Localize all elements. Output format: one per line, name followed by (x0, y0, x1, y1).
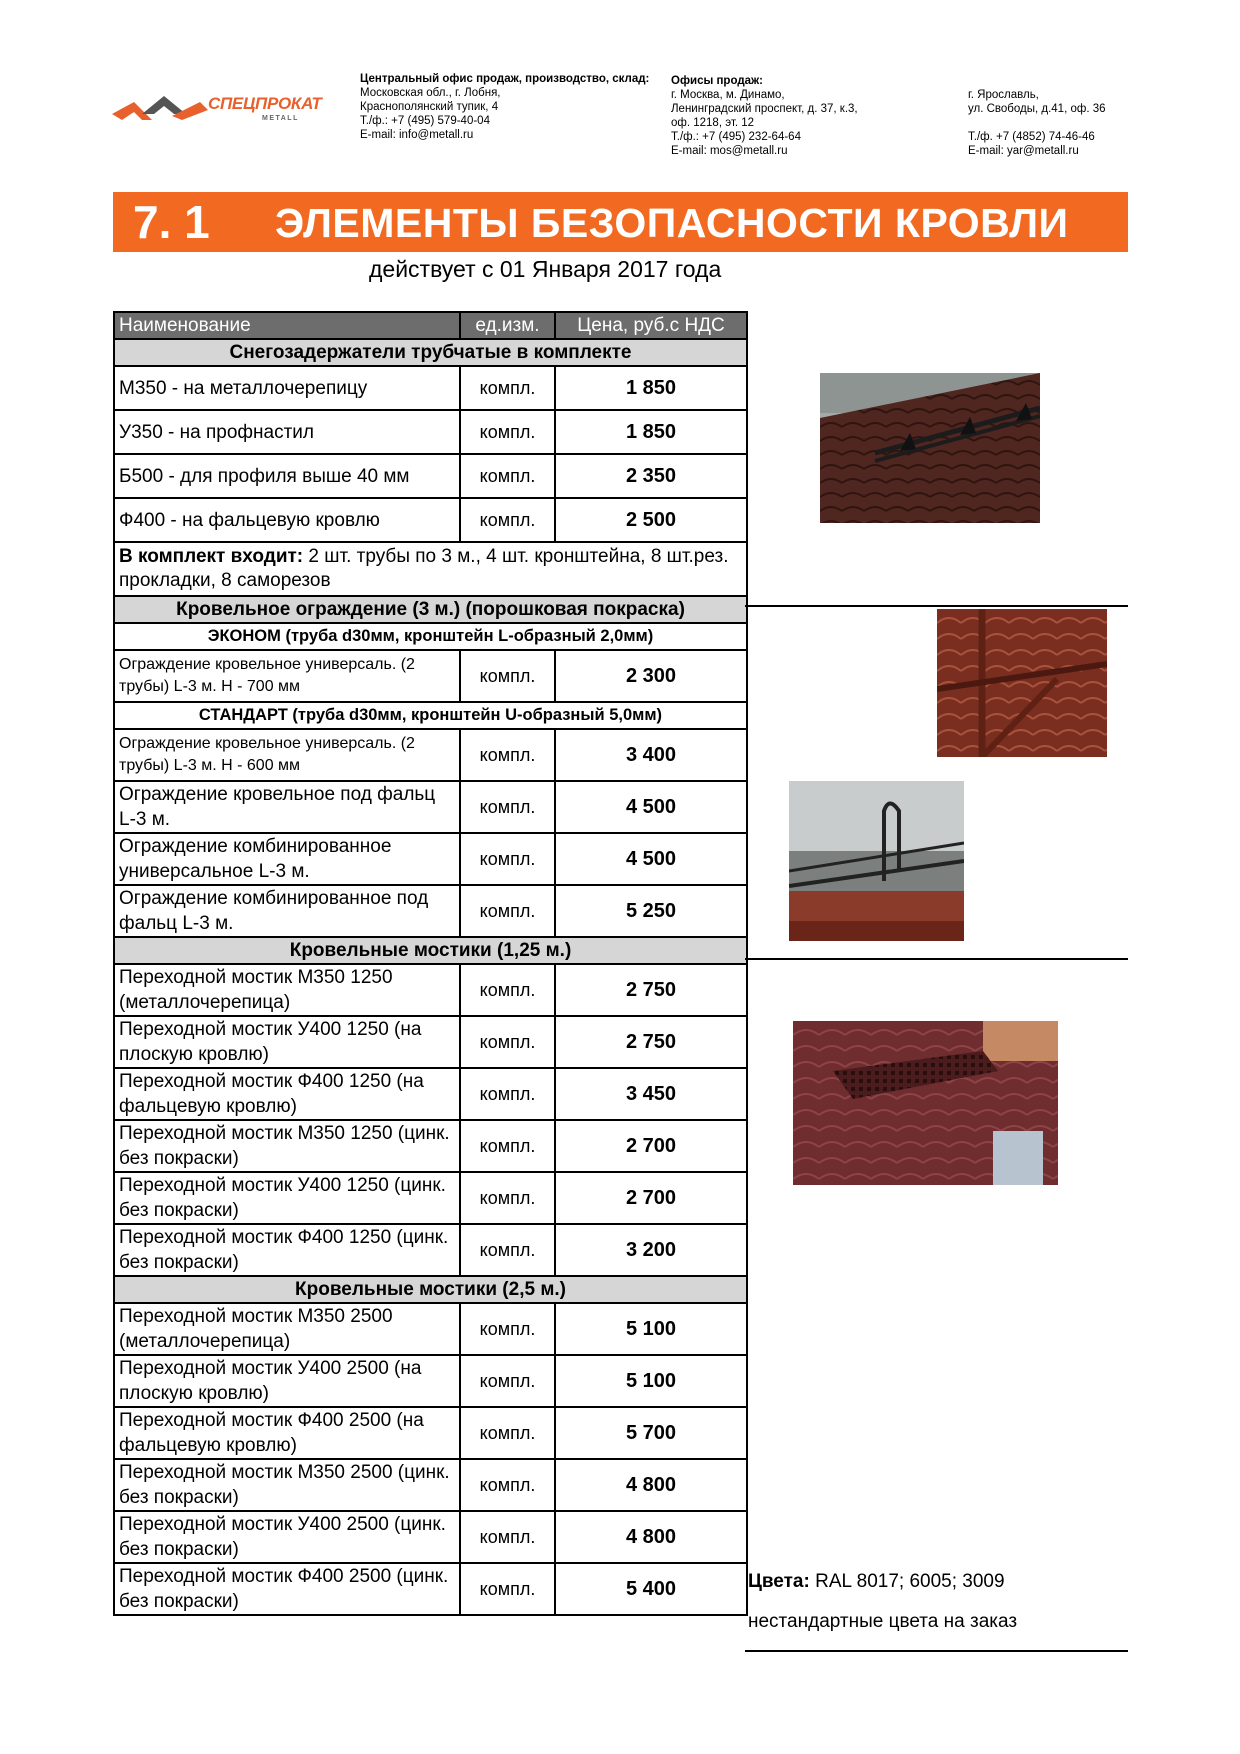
item-name: Переходной мостик Ф400 1250 (цинк. без покраски) (114, 1224, 460, 1276)
item-unit: компл. (460, 410, 555, 454)
item-price: 4 500 (555, 833, 747, 885)
moscow-phone: Т./ф.: +7 (495) 232-64-64 (671, 131, 801, 143)
item-name: Переходной мостик У400 1250 (цинк. без покраски) (114, 1172, 460, 1224)
item-name: Переходной мостик М350 1250 (цинк. без покраски) (114, 1120, 460, 1172)
table-row (114, 1355, 747, 1407)
colors-label: Цвета: (748, 1571, 810, 1592)
kit-contents-note (114, 542, 747, 596)
yaroslavl-office-info (968, 88, 1168, 158)
yaroslavl-email: E-mail: yar@metall.ru (968, 145, 1079, 157)
item-unit: компл. (460, 1511, 555, 1563)
item-name: Переходной мостик У400 2500 (на плоскую кровлю) (114, 1355, 460, 1407)
header-name: Наименование (114, 312, 460, 339)
item-price: 3 200 (555, 1224, 747, 1276)
table-row (114, 498, 747, 542)
item-price: 5 100 (555, 1303, 747, 1355)
item-name: Б500 - для профиля выше 40 мм (114, 454, 460, 498)
section-title: ЭЛЕМЕНТЫ БЕЗОПАСНОСТИ КРОВЛИ (275, 200, 1069, 246)
table-row (114, 650, 747, 702)
item-name: Ограждение кровельное под фальц L-3 м. (114, 781, 460, 833)
item-price: 5 100 (555, 1355, 747, 1407)
item-name: Ограждение кровельное универсаль. (2 трубы) L-3 м. H - 600 мм (114, 729, 460, 781)
item-unit: компл. (460, 964, 555, 1016)
colors-value: RAL 8017; 6005; 3009 (809, 1571, 1005, 1592)
item-unit: компл. (460, 454, 555, 498)
item-name: Переходной мостик М350 2500 (металлочерепица) (114, 1303, 460, 1355)
section-row-bridges-250 (114, 1276, 747, 1303)
item-name: Переходной мостик Ф400 1250 (на фальцевую кровлю) (114, 1068, 460, 1120)
table-row (114, 885, 747, 937)
subsection-title-standard: СТАНДАРТ (труба d30мм, кронштейн U-образный 5,0мм) (114, 702, 747, 729)
table-row (114, 833, 747, 885)
moscow-address-1: г. Москва, м. Динамо, (671, 89, 785, 101)
yaroslavl-phone: Т./ф. +7 (4852) 74-46-46 (968, 131, 1095, 143)
item-unit: компл. (460, 1407, 555, 1459)
section-title-snow-guards: Снегозадержатели трубчатые в комплекте (114, 339, 747, 366)
item-price: 2 700 (555, 1120, 747, 1172)
section-number: 7. 1 (133, 196, 210, 248)
valid-from-text: действует с 01 Января 2017 года (369, 256, 722, 282)
item-price: 2 750 (555, 964, 747, 1016)
table-row (114, 366, 747, 410)
item-name: Переходной мостик У400 1250 (на плоскую кровлю) (114, 1016, 460, 1068)
table-row (114, 1224, 747, 1276)
item-name: М350 - на металлочерепицу (114, 366, 460, 410)
item-price: 5 250 (555, 885, 747, 937)
sales-offices-info (671, 74, 931, 158)
table-row (114, 1172, 747, 1224)
item-unit: компл. (460, 833, 555, 885)
item-price: 5 700 (555, 1407, 747, 1459)
item-unit: компл. (460, 1224, 555, 1276)
central-office-title: Центральный офис продаж, производство, склад: (360, 73, 650, 85)
item-unit: компл. (460, 1459, 555, 1511)
item-unit: компл. (460, 1303, 555, 1355)
yaroslavl-address-2: ул. Свободы, д.41, оф. 36 (968, 103, 1106, 115)
central-office-address-1: Московская обл., г. Лобня, (360, 87, 501, 99)
central-office-info (360, 72, 650, 142)
section-banner (113, 192, 1128, 252)
table-row (114, 410, 747, 454)
item-unit: компл. (460, 1016, 555, 1068)
moscow-address-3: оф. 1218, эт. 12 (671, 117, 755, 129)
table-row (114, 729, 747, 781)
item-price: 2 500 (555, 498, 747, 542)
item-unit: компл. (460, 1068, 555, 1120)
central-office-email: E-mail: info@metall.ru (360, 129, 474, 141)
item-price: 1 850 (555, 410, 747, 454)
divider-line (745, 1650, 1128, 1652)
item-price: 2 350 (555, 454, 747, 498)
table-row (114, 1563, 747, 1615)
price-table (113, 311, 748, 1616)
item-price: 3 450 (555, 1068, 747, 1120)
divider-line (745, 605, 1128, 607)
header-unit: ед.изм. (460, 312, 555, 339)
header-price: Цена, руб.с НДС (555, 312, 747, 339)
table-row (114, 1120, 747, 1172)
item-name: У350 - на профнастил (114, 410, 460, 454)
section-title-bridges-250: Кровельные мостики (2,5 м.) (114, 1276, 747, 1303)
item-unit: компл. (460, 1355, 555, 1407)
logo-subtext: METALL (262, 115, 299, 122)
item-name: Переходной мостик У400 2500 (цинк. без покраски) (114, 1511, 460, 1563)
item-price: 4 800 (555, 1511, 747, 1563)
item-name: Ограждение кровельное универсаль. (2 трубы) L-3 м. H - 700 мм (114, 650, 460, 702)
section-title-bridges-125: Кровельные мостики (1,25 м.) (114, 937, 747, 964)
subsection-title-econom: ЭКОНОМ (труба d30мм, кронштейн L-образный 2,0мм) (114, 623, 747, 650)
kit-contents-label: В комплект входит: (119, 546, 304, 567)
subsection-row-standard (114, 702, 747, 729)
item-unit: компл. (460, 650, 555, 702)
kit-contents-text: 2 шт. трубы по 3 м., 4 шт. кронштейна, 8 шт.рез. прокладки, 8 саморезов (119, 546, 729, 591)
logo-text: СПЕЦПРОКАТ (208, 94, 322, 113)
colors-line (748, 1571, 1005, 1593)
item-name: Переходной мостик М350 2500 (цинк. без покраски) (114, 1459, 460, 1511)
item-unit: компл. (460, 729, 555, 781)
item-price: 1 850 (555, 366, 747, 410)
table-row (114, 1459, 747, 1511)
central-office-phone: Т./ф.: +7 (495) 579-40-04 (360, 115, 490, 127)
logo-mark-icon (112, 92, 212, 132)
table-row (114, 1068, 747, 1120)
item-unit: компл. (460, 1563, 555, 1615)
moscow-address-2: Ленинградский проспект, д. 37, к.3, (671, 103, 858, 115)
table-header-row (114, 312, 747, 339)
table-row (114, 1511, 747, 1563)
section-row-bridges-125 (114, 937, 747, 964)
table-row (114, 781, 747, 833)
item-price: 2 750 (555, 1016, 747, 1068)
sales-offices-title: Офисы продаж: (671, 75, 764, 87)
item-name: Переходной мостик М350 1250 (металлочерепица) (114, 964, 460, 1016)
moscow-email: E-mail: mos@metall.ru (671, 145, 788, 157)
yaroslavl-address-1: г. Ярославль, (968, 89, 1039, 101)
company-logo (112, 88, 342, 136)
item-price: 5 400 (555, 1563, 747, 1615)
item-name: Ограждение комбинированное универсальное L-3 м. (114, 833, 460, 885)
item-price: 2 700 (555, 1172, 747, 1224)
item-price: 4 500 (555, 781, 747, 833)
item-name: Ф400 - на фальцевую кровлю (114, 498, 460, 542)
table-row (114, 1016, 747, 1068)
fence-installed-photo (789, 781, 964, 941)
subsection-row-econom (114, 623, 747, 650)
roof-bridge-photo (793, 1021, 1058, 1185)
item-name: Ограждение комбинированное под фальц L-3 м. (114, 885, 460, 937)
item-unit: компл. (460, 781, 555, 833)
item-unit: компл. (460, 498, 555, 542)
section-title-roof-fence: Кровельное ограждение (3 м.) (порошковая покраска) (114, 596, 747, 623)
item-unit: компл. (460, 885, 555, 937)
custom-colors-note: нестандартные цвета на заказ (748, 1611, 1018, 1632)
divider-line (745, 958, 1128, 960)
item-price: 2 300 (555, 650, 747, 702)
table-row (114, 1407, 747, 1459)
item-unit: компл. (460, 366, 555, 410)
roof-fence-photo (937, 609, 1107, 757)
item-name: Переходной мостик Ф400 2500 (на фальцевую кровлю) (114, 1407, 460, 1459)
item-unit: компл. (460, 1172, 555, 1224)
section-row-roof-fence (114, 596, 747, 623)
section-row-snow-guards (114, 339, 747, 366)
item-price: 4 800 (555, 1459, 747, 1511)
table-row (114, 454, 747, 498)
central-office-address-2: Краснополянский тупик, 4 (360, 101, 499, 113)
table-row (114, 964, 747, 1016)
kit-contents-row (114, 542, 747, 596)
table-row (114, 1303, 747, 1355)
snow-guard-photo (820, 373, 1040, 523)
item-unit: компл. (460, 1120, 555, 1172)
item-name: Переходной мостик Ф400 2500 (цинк. без покраски) (114, 1563, 460, 1615)
item-price: 3 400 (555, 729, 747, 781)
